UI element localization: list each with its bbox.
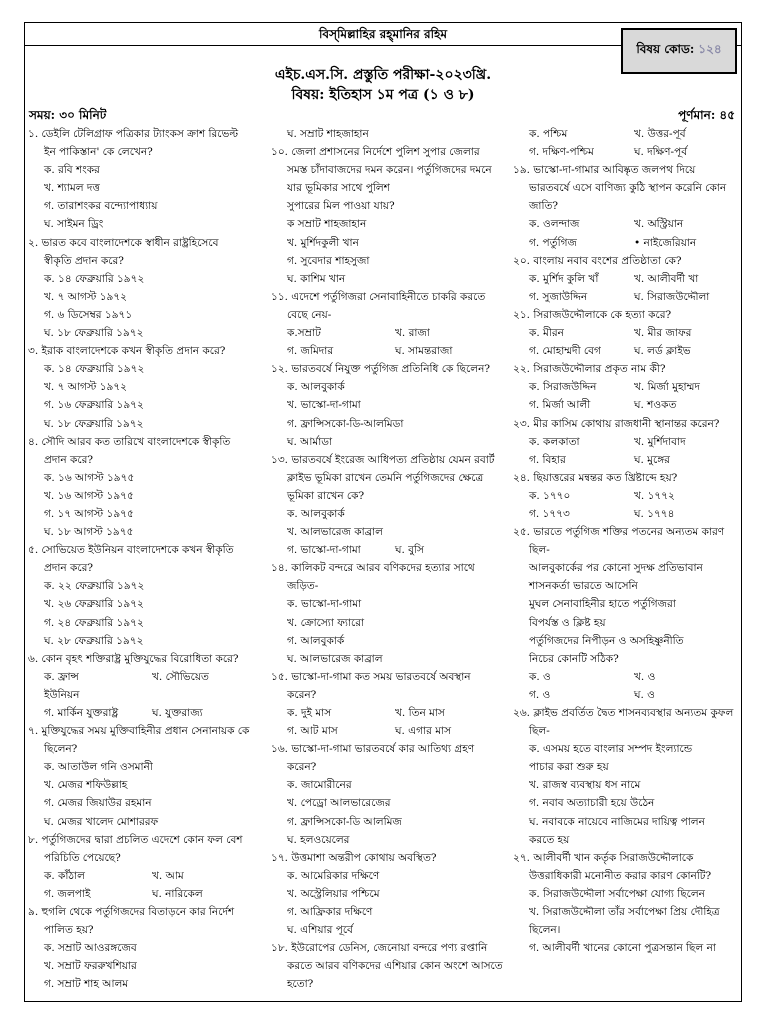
- option-row: [271, 324, 503, 342]
- question-text: ১৫. ভাস্কো-দা-গামা কত সময় ভারতবর্ষে অবস্থান: [271, 670, 471, 683]
- option-text: প্রদান করে?: [44, 453, 93, 466]
- option-text: ক. ১৪ ফেব্রুয়ারি ১৯৭২: [44, 363, 145, 376]
- option-text: খ. ২৬ ফেব্রুয়ারি ১৯৭২: [44, 598, 144, 611]
- option-text: গ. আফ্রিকার দক্ষিণে: [287, 906, 373, 919]
- option-row: [513, 324, 739, 342]
- option-text: খ. শ্যামল দত্ত: [44, 182, 100, 195]
- option-row: [271, 342, 503, 360]
- option: ঘ. যুক্তরাজ্য: [152, 707, 203, 719]
- question-text: ২৬. ক্লাইভ প্রবর্তিত দ্বৈত শাসনব্যবস্থার অন্যতম কুফল: [513, 707, 734, 719]
- option: ক.সম্রাট: [287, 327, 321, 340]
- option-row: [28, 704, 260, 722]
- option: ঘ. সামন্তরাজা: [395, 345, 453, 358]
- option-text: ক. আলবুকার্ক: [287, 507, 345, 520]
- option-row: [28, 867, 260, 885]
- option: গ. বিহার: [529, 453, 566, 466]
- option-text: নিচের কোনটি সঠিক?: [529, 652, 619, 665]
- option: ঘ. লর্ড ক্লাইভ: [634, 345, 691, 358]
- question-text: ৯. হুগলি থেকে পর্তুগিজদের বিতাড়নে কার নির্দেশ: [28, 906, 235, 919]
- option: ক. কলকাতা: [529, 435, 580, 448]
- option-row: [513, 378, 739, 396]
- option-row: [513, 234, 739, 252]
- exam-title: এইচ.এস.সি. প্রস্তুতি পরীক্ষা-২০২৩খ্রি.: [274, 67, 492, 83]
- option-text: ঘ. আলভারেজ কাব্রাল: [287, 652, 383, 665]
- option-text: ঘ. হলওয়েলের: [287, 833, 350, 846]
- option-row: [271, 704, 503, 722]
- option-text: গ. নবাব অত্যাচারী হয়ে উঠেন: [529, 797, 655, 810]
- option-row: [513, 505, 739, 523]
- option-text: ছিল-: [529, 544, 550, 557]
- option: খ. আলীবর্দী খা: [634, 272, 699, 285]
- option-text: খ. আলভারেজ কাব্রাল: [287, 526, 383, 539]
- question-text: ১০. জেলা প্রশাসনের নির্দেশে পুলিশ সুপার জেলার: [271, 146, 480, 159]
- option: খ. ১৭৭২: [634, 489, 675, 502]
- option: ঘ. ও: [634, 688, 655, 701]
- option-text: করেন?: [287, 688, 317, 701]
- option-text: ক্লাইভ ভূমিকা রাখেন তেমনি পর্তুগিজদের ক্ষেত্রে: [287, 471, 484, 484]
- option-text: আলবুকার্কের পর কোনো সুদক্ষ প্রতিভাবান: [529, 562, 703, 575]
- option-text: ক. জামোরীনের: [287, 779, 352, 792]
- option-text: ক. আতাউল গনি ওসমানী: [44, 761, 153, 774]
- option-text: পাচার করা শুরু হয়: [529, 761, 609, 774]
- question-text: ১৪. কালিকট বন্দরে আরব বণিকদের হত্যার সাথে: [271, 562, 475, 575]
- bismillah-heading: বিস্‌মিল্লাহির রহ্‌মানির রহিম: [25, 23, 741, 46]
- option: খ. অস্ট্রিয়ান: [634, 218, 684, 231]
- option-text: খ. অস্ট্রেলিয়ার পশ্চিমে: [287, 887, 380, 900]
- option: ক. মুর্শিদ কুলি খাঁ: [529, 272, 599, 285]
- option-text: পর্তুগিজদের নিপীড়ন ও অসহিষ্ণুনীতি: [529, 634, 684, 647]
- option-text: ঘ. নবাবকে নায়েবে নাজিমের দায়িত্ব পালন: [529, 815, 705, 828]
- option-text: গ. তারাশংকর বন্দ্যোপাধ্যায়: [44, 200, 158, 213]
- option-text: খ. রাজস্ব ব্যবস্থায় ধস নামে: [529, 779, 641, 792]
- option: গ. ১৭৭৩: [529, 507, 570, 520]
- option-text: ঘ. ২৮ ফেব্রুয়ারি ১৯৭২: [44, 634, 144, 647]
- option-text: ঘ. সাইমন ড্রিং: [44, 218, 104, 231]
- question-text: ২. ভারত কবে বাংলাদেশকে স্বাধীন রাষ্ট্রহিসেবে: [28, 236, 219, 249]
- option-text: খ. সিরাজউদ্দৌলা তাঁর সর্বাপেক্ষা প্রিয় দৌহিত্র: [529, 906, 720, 919]
- option-text: ক. ভাস্কো-দা-গামা: [287, 598, 362, 611]
- option-text: শাসনকর্তা ভারতে আসেনি: [529, 580, 638, 593]
- option-row: [513, 686, 739, 704]
- option: ক. মীরন: [529, 327, 564, 340]
- option-text: ক. সিরাজউদ্দৌলা সর্বাপেক্ষা যোগ্য ছিলেন: [529, 887, 705, 900]
- option: গ. মির্জা আলী: [529, 399, 591, 412]
- option-text: করতে হয়: [529, 833, 570, 846]
- option-row: [513, 487, 739, 505]
- option: ঘ. সিরাজউদ্দৌলা: [634, 290, 710, 303]
- option: ঘ. মুঙ্গের: [634, 453, 670, 466]
- option-text: ঘ. ১৮ ফেব্রুয়ারি ১৯৭২: [44, 417, 144, 430]
- option-text: বিপর্যস্ত ও ক্লিষ্ট হয়: [529, 616, 606, 629]
- option: গ. সুজাউদ্দিন: [529, 290, 588, 303]
- option: গ. মার্কিন যুক্তরাষ্ট্র: [44, 707, 119, 719]
- option-text: যার ভূমিকার সাথে পুলিশ: [287, 182, 390, 195]
- question-text: ১. ডেইলি টেলিগ্রাফ পত্রিকার ট্যাংকস ক্রাশ রিভেল্ট: [28, 128, 239, 140]
- option-text: পরিচিতি পেয়েছে?: [44, 851, 121, 864]
- option-text: ক. আলবুকার্ক: [287, 381, 345, 394]
- option: খ. সৌভিয়েত: [152, 670, 209, 683]
- option: ক. ফ্রান্স: [44, 670, 79, 683]
- option: ক. ও: [529, 670, 551, 683]
- option-text: খ. ১৬ আগস্ট ১৯৭৫: [44, 489, 134, 502]
- option-text: গ. ৬ ডিসেম্বর ১৯৭১: [44, 308, 133, 321]
- option-text: খ. ভাস্কো-দা-গামা: [287, 399, 361, 412]
- option-text: ঘ. সম্রাট শাহজাহান: [287, 128, 369, 140]
- option: ক. পশ্চিম: [529, 128, 568, 140]
- option-text: খ. সম্রাট ফররুখশিয়ার: [44, 960, 137, 973]
- option: ঘ. ১৭৭৪: [634, 507, 675, 520]
- option-row: [513, 288, 739, 306]
- question-text: ২৫. ভারতে পর্তুগিজ শক্তির পতনের অন্যতম কারণ: [513, 526, 725, 539]
- exam-subject: বিষয়: ইতিহাস ১ম পত্র (১ ও ৮): [291, 87, 475, 103]
- option: গ. জলপাই: [44, 887, 91, 900]
- option: খ. মির্জা মুহাম্মদ: [634, 381, 700, 394]
- option-text: মুঘল সেনাবাহিনীর হাতে পর্তুগিজরা: [529, 598, 676, 611]
- option-text: ইউনিয়ন: [44, 688, 80, 701]
- question-text: ১৯. ভাস্কো-দা-গামার আবিষ্কৃত জলপথ দিয়ে: [513, 164, 696, 177]
- option: খ. আম: [152, 869, 184, 882]
- question-text: ২২. সিরাজউদ্দৌলার প্রকৃত নাম কী?: [513, 363, 666, 376]
- option-text: প্রদান করে?: [44, 562, 93, 575]
- option-text: ঘ. ১৮ ফেব্রুয়ারি ১৯৭২: [44, 327, 144, 340]
- option: ঘ. বুসি: [395, 544, 424, 557]
- subject-code-label: বিষয় কোড:: [636, 42, 695, 56]
- option-text: ছিলেন?: [44, 743, 78, 756]
- option-text: করতে আরব বণিকদের এশিয়ার কোন অংশে আসতে: [287, 960, 503, 973]
- option: ঘ. দক্ষিণ-পূর্ব: [634, 146, 688, 159]
- option-text: ক. ১৪ ফেব্রুয়ারি ১৯৭২: [44, 272, 145, 285]
- option: ঘ. শওকত: [634, 399, 677, 412]
- full-marks-label: পূর্ণমান: ৪৫: [678, 108, 735, 122]
- option-text: ক. ২২ ফেব্রুয়ারি ১৯৭২: [44, 580, 145, 593]
- option-text: গ. ২৪ ফেব্রুয়ারি ১৯৭২: [44, 616, 144, 629]
- option-row: [271, 541, 503, 559]
- option-text: হতো?: [287, 978, 314, 991]
- question-text: ১১. এদেশে পর্তুগিজরা সেনাবাহিনীতে চাকরি করতে: [271, 290, 486, 303]
- question-text: ১২. ভারতবর্ষে নিযুক্ত পর্তুগিজ প্রতিনিধি কে ছিলেন?: [271, 363, 490, 376]
- option-row: [513, 270, 739, 288]
- option-row: [513, 342, 739, 360]
- option-text: ছিল-: [529, 725, 550, 738]
- option-text: জড়িত-: [287, 580, 319, 593]
- option-text: গ. মেজর জিয়াউর রহমান: [44, 797, 152, 810]
- option-text: ভারতবর্ষে এসে বাণিজ্য কুঠি স্থাপন করেনি কোন: [529, 182, 727, 195]
- option-text: ক. আমেরিকার দক্ষিণে: [287, 869, 380, 882]
- option-text: গ. সুবেদার শাহসুজা: [287, 254, 370, 267]
- question-text: ২০. বাংলায় নবাব বংশের প্রতিষ্ঠাতা কে?: [513, 254, 682, 267]
- question-text: ৩. ইরাক বাংলাদেশকে কখন স্বীকৃতি প্রদান করে?: [28, 345, 226, 358]
- option-text: ক. এসময় হতে বাংলার সম্পদ ইংল্যান্ডে: [529, 743, 693, 756]
- option: গ. জমিদার: [287, 345, 334, 358]
- option: ঘ. নারিকেল: [152, 887, 203, 900]
- question-text: ৪. সৌদি আরব কত তারিখে বাংলাদেশকে স্বীকৃতি: [28, 435, 231, 448]
- option-row: [513, 215, 739, 233]
- option-text: খ. মেজর শফিউল্লাহ: [44, 779, 128, 792]
- option: ক. কাঁঠাল: [44, 869, 85, 882]
- option-text: ক. সম্রাট আওরঙ্গজেব: [44, 942, 137, 955]
- option-text: খ. মুর্শিদকুলী খান: [287, 236, 359, 249]
- option-text: গ. ১৭ আগস্ট ১৯৭৫: [44, 507, 134, 520]
- option-text: খ. ক্রোস্যো ফ্যারো: [287, 616, 365, 629]
- question-text: ৬. কোন বৃহৎ শক্তিরাষ্ট্র মুক্তিযুদ্ধের বিরোধিতা করে?: [28, 652, 239, 665]
- option: খ. তিন মাস: [395, 707, 445, 719]
- option-text: করেন?: [287, 761, 317, 774]
- option: ক. সিরাজউদ্দিন: [529, 381, 597, 394]
- option-text: গ. আলীবর্দী খানের কোনো পুত্রসন্তান ছিল না: [529, 942, 716, 955]
- option: ক. দুই মাস: [287, 707, 332, 719]
- option-text: উত্তরাধিকারী মনোনীত করার কারণ কোনটি?: [529, 869, 712, 882]
- question-text: ২৭. আলীবর্দী খান কর্তৃক সিরাজউদ্দৌলাকে: [513, 851, 694, 864]
- time-label: সময়: ৩০ মিনিট: [29, 108, 107, 122]
- option-row: [513, 143, 739, 161]
- question-text: ২৪. ছিয়াত্তরের মন্বন্তর কত খ্রিষ্টাব্দে হয়?: [513, 471, 678, 484]
- option-row: [513, 433, 739, 451]
- option-text: ঘ. মেজর খালেদ মোশাররফ: [44, 815, 159, 828]
- option-text: ঘ. ১৮ আগস্ট ১৯৭৫: [44, 526, 134, 539]
- subject-code-value: ১২৪: [698, 42, 722, 56]
- option-text: ক সম্রাট শাহজাহান: [287, 218, 367, 231]
- option-text: বেছে নেয়-: [287, 308, 332, 321]
- question-sheet: [24, 22, 742, 1002]
- option-text: ক. রবি শংকর: [44, 164, 100, 177]
- question-text: ৭. মুক্তিযুদ্ধের সময় মুক্তিবাহিনীর প্রধান সেনানায়ক কে: [28, 725, 250, 738]
- option-row: [513, 125, 739, 143]
- option-text: খ. পেড্রো আলভারেজের: [287, 797, 391, 810]
- option: খ. মীর জাফর: [634, 327, 692, 340]
- option-text: গ. ফ্রান্সিসকো-ডি আলমিজ: [287, 815, 402, 828]
- option: • নাইজেরিয়ান: [634, 236, 697, 249]
- question-column-1: [28, 125, 260, 994]
- option-row: [513, 451, 739, 469]
- option-text: গ. সম্রাট শাহ আলম: [44, 978, 129, 991]
- option: খ. ও: [634, 670, 656, 683]
- option-text: স্বীকৃতি প্রদান করে?: [44, 254, 124, 267]
- option-text: ভূমিকা রাখেন কে?: [287, 489, 365, 502]
- question-text: ২৩. মীর কাসিম কোথায় রাজধানী স্থানান্তর করেন?: [513, 417, 720, 430]
- question-text: ১৭. উত্তমাশা অন্তরীপ কোথায় অবস্থিত?: [271, 851, 437, 864]
- option-text: সুপারের মিল পাওয়া যায়?: [287, 200, 395, 213]
- option-text: গ. আলবুকার্ক: [287, 634, 345, 647]
- option-row: [271, 722, 503, 740]
- option-text: গ. ১৬ ফেব্রুয়ারি ১৯৭২: [44, 399, 144, 412]
- question-text: ৮. পর্তুগিজদের দ্বারা প্রচলিত এদেশে কোন ফল বেশ: [28, 833, 243, 846]
- question-column-3: [513, 125, 739, 957]
- option: ঘ. এগার মাস: [395, 725, 451, 738]
- option-text: ঘ. এশিয়ার পূর্বে: [287, 924, 353, 937]
- option: খ. রাজা: [395, 327, 430, 340]
- option-text: ঘ. আর্মাডা: [287, 435, 333, 448]
- option: খ. উত্তর-পূর্ব: [634, 128, 686, 140]
- question-text: ২১. সিরাজউদ্দৌলাকে কে হত্যা করে?: [513, 308, 672, 321]
- option-text: ক. ১৬ আগস্ট ১৯৭৫: [44, 471, 135, 484]
- option-row: [513, 396, 739, 414]
- option: ক. ওলন্দাজ: [529, 218, 580, 231]
- option-text: সমস্ত চাঁদাবাজদের দমন করেন। পর্তুগিজদের দমনে: [287, 164, 492, 177]
- question-text: ৫. সোভিয়েত ইউনিয়ন বাংলাদেশকে কখন স্বীকৃতি: [28, 544, 234, 557]
- option: গ. আট মাস: [287, 725, 338, 738]
- option: গ. পর্তুগিজ: [529, 236, 577, 249]
- option-text: জাতি?: [529, 200, 558, 213]
- option-row: [28, 668, 260, 686]
- option-text: গ. ফ্রান্সিসকো-ডি-আলমিডা: [287, 417, 404, 430]
- option: গ. ও: [529, 688, 551, 701]
- option-row: [28, 885, 260, 903]
- option-text: ঘ. কাশিম খান: [287, 272, 346, 285]
- option: গ. দক্ষিণ-পশ্চিম: [529, 146, 594, 159]
- option-text: খ. ৭ আগস্ট ১৯৭২: [44, 381, 128, 394]
- question-text: ১৬. ভাস্কো-দা-গামা ভারতবর্ষে কার আতিথ্য গ্রহণ: [271, 743, 475, 756]
- option: গ. মোহাম্মদী বেগ: [529, 345, 601, 358]
- option: ক. ১৭৭০: [529, 489, 571, 502]
- question-text: ১৩. ভারতবর্ষে ইংরেজ আধিপত্য প্রতিষ্ঠায় যেমন রবার্ট: [271, 453, 495, 466]
- option-text: খ. ৭ আগস্ট ১৯৭২: [44, 290, 128, 303]
- option-text: ইন পাকিস্তান' কে লেখেন?: [44, 146, 153, 159]
- option-text: ছিলেন।: [529, 924, 561, 937]
- option: গ. ভাস্কো-দা-গামা: [287, 544, 361, 557]
- question-text: ১৮. ইউরোপের ডেনিস, জেনোয়া বন্দরে পণ্য রপ্তানি: [271, 942, 488, 955]
- option-row: [513, 668, 739, 686]
- option-text: পালিত হয়?: [44, 924, 94, 937]
- question-column-2: [271, 125, 503, 994]
- option: খ. মুর্শিদাবাদ: [634, 435, 686, 448]
